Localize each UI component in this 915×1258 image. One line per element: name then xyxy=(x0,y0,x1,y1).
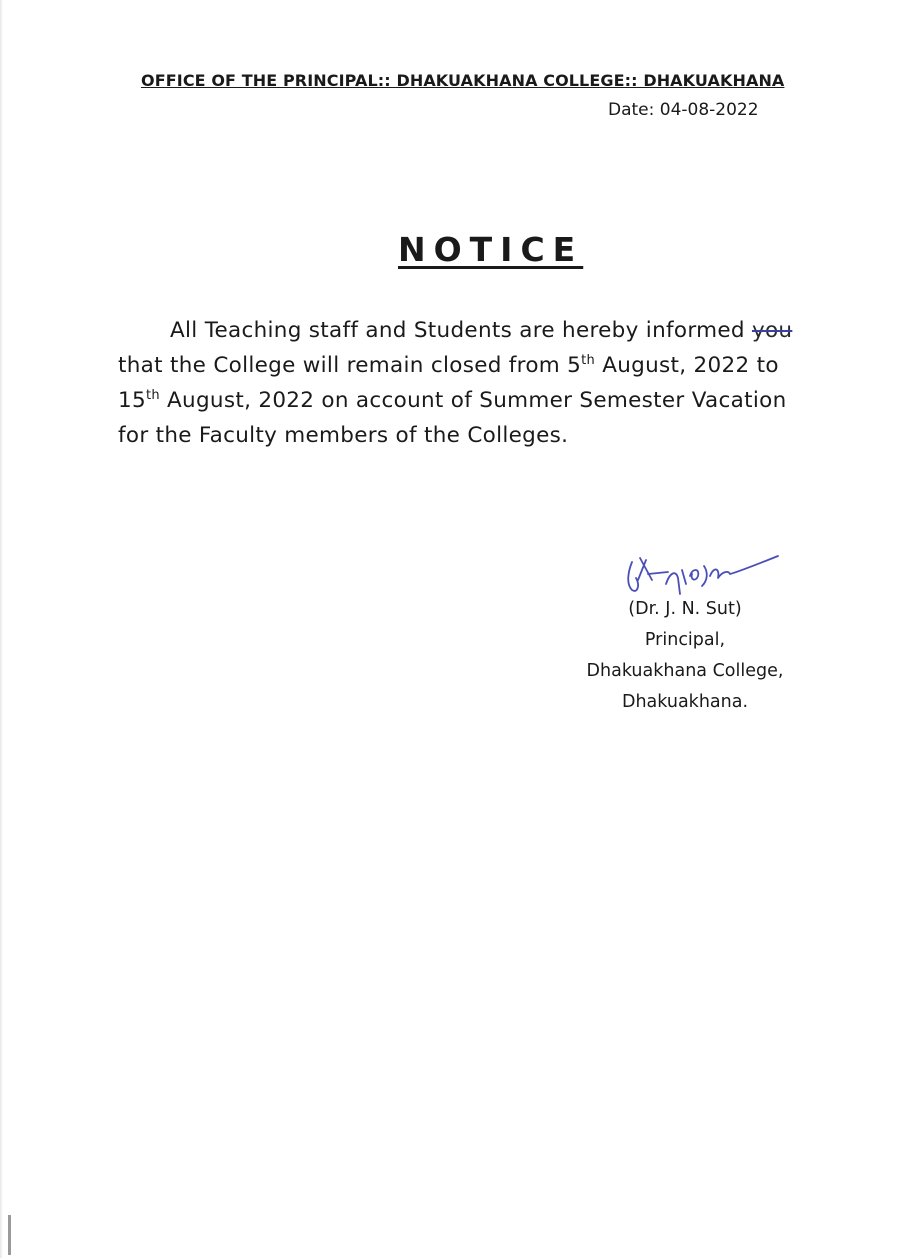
notice-title: NOTICE xyxy=(398,230,584,269)
body-line-1 xyxy=(118,313,858,348)
body-line-2 xyxy=(118,348,858,383)
signatory-institution: Dhakuakhana College, xyxy=(586,661,784,681)
body-line-4: for the Faculty members of the Colleges. xyxy=(118,423,569,448)
body-line-3-text-b: August, 2022 on account of Summer Semester Vacation xyxy=(159,388,787,413)
ordinal-suffix: th xyxy=(145,387,160,403)
body-line-3 xyxy=(118,383,858,418)
signature-block xyxy=(560,594,810,718)
body-line-2-text-a: that the College will remain closed from 5 xyxy=(118,353,582,378)
signatory-designation: Principal, xyxy=(644,630,726,650)
scan-mark xyxy=(8,1215,11,1255)
notice-date: Date: 04-08-2022 xyxy=(608,100,759,120)
body-line-1-text: All Teaching staff and Students are hereby informed xyxy=(170,318,752,343)
struck-word: you xyxy=(751,318,793,343)
notice-body xyxy=(118,313,858,453)
body-line-2-text-b: August, 2022 to xyxy=(595,353,779,378)
signatory-place: Dhakuakhana. xyxy=(621,692,749,712)
office-header: OFFICE OF THE PRINCIPAL:: DHAKUAKHANA COLLEGE:: DHAKUAKHANA xyxy=(141,71,785,90)
signatory-name: (Dr. J. N. Sut) xyxy=(628,599,742,619)
scan-edge xyxy=(0,0,3,1258)
ordinal-suffix: th xyxy=(581,352,596,368)
body-line-3-text-a: 15 xyxy=(118,388,146,413)
